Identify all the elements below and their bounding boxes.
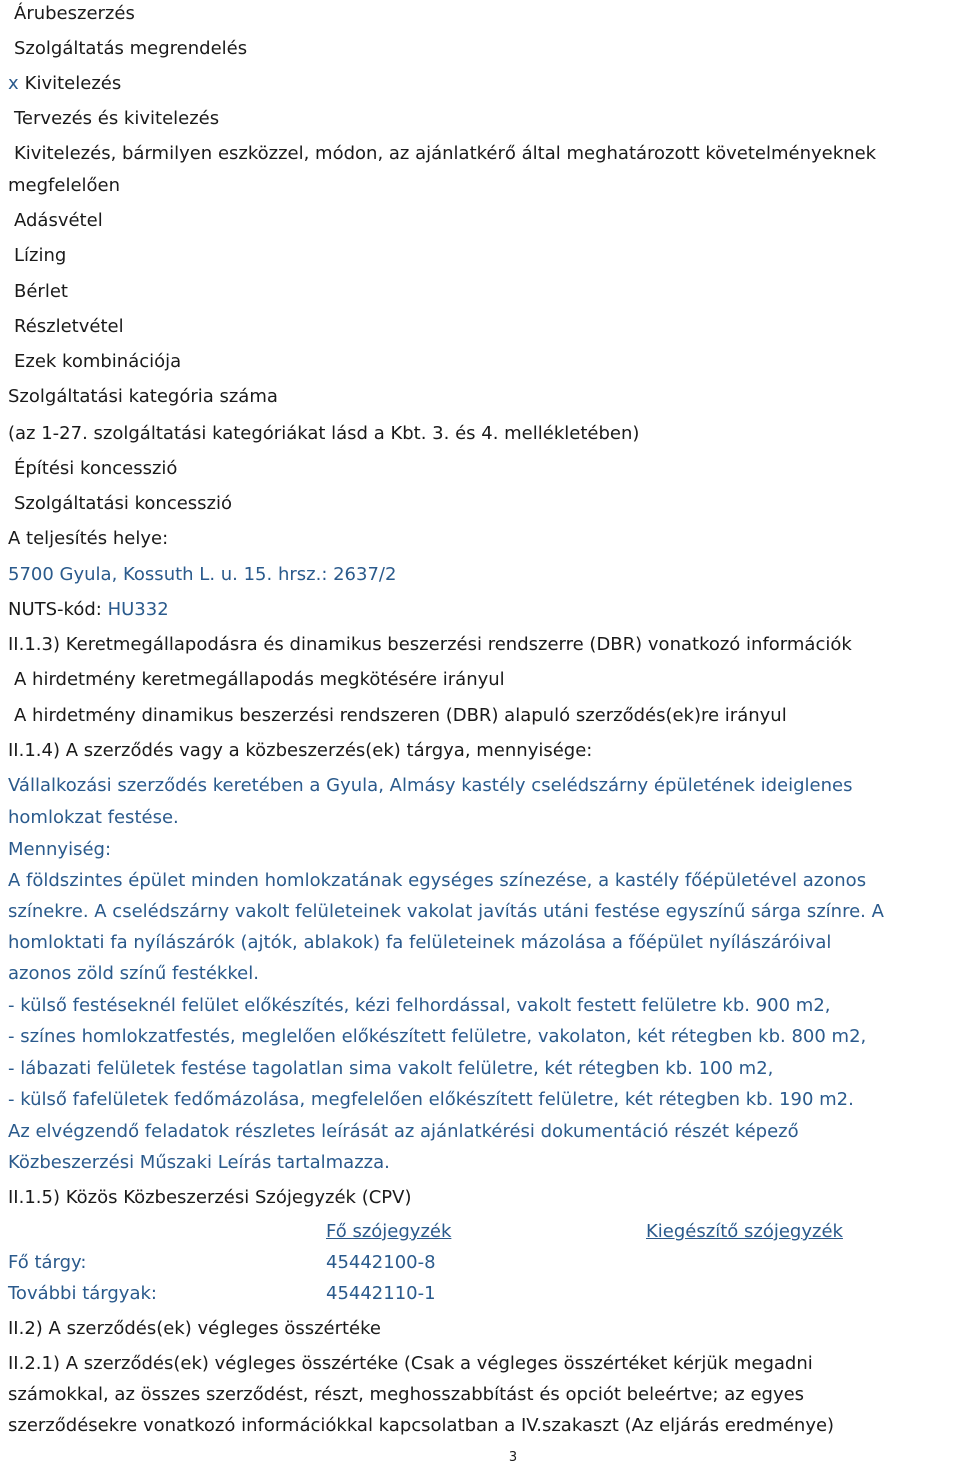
option-arubeszerzes: Árubeszerzés	[14, 3, 135, 24]
section-II-2-1-line: II.2.1) A szerződés(ek) végleges összértéke (Csak a végleges összértéket kérjük megadni	[8, 1353, 813, 1374]
option-tervezes: Tervezés és kivitelezés	[14, 108, 220, 129]
option-berlet: Bérlet	[14, 281, 68, 302]
option-kivitelezes-label: Kivitelezés	[24, 73, 122, 94]
section-II-1-4-title: II.1.4) A szerződés vagy a közbeszerzés(ek) tárgya, mennyisége:	[8, 740, 593, 761]
location-label: A teljesítés helye:	[8, 528, 169, 549]
subject-line: homlokzat festése.	[8, 807, 179, 828]
cpv-supplementary-vocabulary-header: Kiegészítő szójegyzék	[646, 1221, 843, 1242]
page-number: 3	[508, 1450, 518, 1465]
cpv-other-objects-code: 45442110-1	[326, 1283, 436, 1304]
section-II-2-1-line: számokkal, az összes szerződést, részt, meghosszabbítást és opciót beleértve; az egyes	[8, 1384, 805, 1405]
option-adasvetel: Adásvétel	[14, 210, 103, 231]
option-reszletvetel: Részletvétel	[14, 316, 124, 337]
cpv-other-objects-label: További tárgyak:	[8, 1283, 157, 1304]
option-szolgaltatas: Szolgáltatás megrendelés	[14, 38, 248, 59]
subject-line: homloktati fa nyílászárók (ajtók, ablakok) fa felületeinek mázolása a főépület nyílászáróival	[8, 932, 832, 953]
section-II-1-3-title: II.1.3) Keretmegállapodásra és dinamikus beszerzési rendszerre (DBR) vonatkozó információk	[8, 634, 852, 655]
selected-x-mark: x	[8, 73, 19, 94]
subject-line: - külső fafelületek fedőmázolása, megfelelően előkészített felületre, két rétegben kb. 190 m2.	[8, 1089, 854, 1110]
subject-line: azonos zöld színű festékkel.	[8, 963, 259, 984]
subject-line: - lábazati felületek festése tagolatlan sima vakolt felületre, két rétegben kb. 100 m2,	[8, 1058, 774, 1079]
service-category-label: Szolgáltatási kategória száma	[8, 386, 278, 407]
option-lizing: Lízing	[14, 245, 67, 266]
option-kivitelezes-barmilyen-2: megfelelően	[8, 175, 121, 196]
framework-agreement-item: A hirdetmény keretmegállapodás megkötésére irányul	[14, 669, 505, 690]
nuts-label: NUTS-kód:	[8, 599, 102, 620]
subject-line: Közbeszerzési Műszaki Leírás tartalmazza.	[8, 1152, 390, 1173]
dbr-item: A hirdetmény dinamikus beszerzési rendszeren (DBR) alapuló szerződés(ek)re irányul	[14, 705, 787, 726]
nuts-value: HU332	[107, 599, 169, 620]
subject-line: színekre. A cselédszárny vakolt felületeinek vakolat javítás utáni festése egyszínű sárga színre. A	[8, 901, 884, 922]
cpv-main-vocabulary-header: Fő szójegyzék	[326, 1221, 452, 1242]
section-II-1-5-title: II.1.5) Közös Közbeszerzési Szójegyzék (CPV)	[8, 1187, 412, 1208]
cpv-main-object-label: Fő tárgy:	[8, 1252, 87, 1273]
subject-line: A földszintes épület minden homlokzatának egységes színezése, a kastély főépületével azonos	[8, 870, 867, 891]
subject-line: Mennyiség:	[8, 839, 112, 860]
service-category-note: (az 1-27. szolgáltatási kategóriákat lásd a Kbt. 3. és 4. mellékletében)	[8, 423, 640, 444]
option-epitesi-koncesszio: Építési koncesszió	[14, 458, 178, 479]
section-II-2-title: II.2) A szerződés(ek) végleges összértéke	[8, 1318, 381, 1339]
option-szolgaltatasi-koncesszio: Szolgáltatási koncesszió	[14, 493, 233, 514]
subject-line: Az elvégzendő feladatok részletes leírását az ajánlatkérési dokumentáció részét képező	[8, 1121, 799, 1142]
subject-line: - színes homlokzatfestés, meglelően előkészített felületre, vakolaton, két rétegben kb. 800 m2,	[8, 1026, 867, 1047]
section-II-2-1-line: szerződésekre vonatkozó információkkal kapcsolatban a IV.szakaszt (Az eljárás eredménye)	[8, 1415, 835, 1436]
nuts-code	[8, 598, 169, 622]
subject-line: - külső festéseknél felület előkészítés, kézi felhordással, vakolt festett felületre kb. 900 m2,	[8, 995, 831, 1016]
subject-line: Vállalkozási szerződés keretében a Gyula, Almásy kastély cselédszárny épületének ideiglenes	[8, 775, 853, 796]
option-kombinacio: Ezek kombinációja	[14, 351, 182, 372]
location-value: 5700 Gyula, Kossuth L. u. 15. hrsz.: 2637/2	[8, 564, 397, 585]
option-kivitelezes	[8, 72, 121, 96]
cpv-main-object-code: 45442100-8	[326, 1252, 436, 1273]
option-kivitelezes-barmilyen-1: Kivitelezés, bármilyen eszközzel, módon, az ajánlatkérő által meghatározott követelményeknek	[14, 143, 877, 164]
